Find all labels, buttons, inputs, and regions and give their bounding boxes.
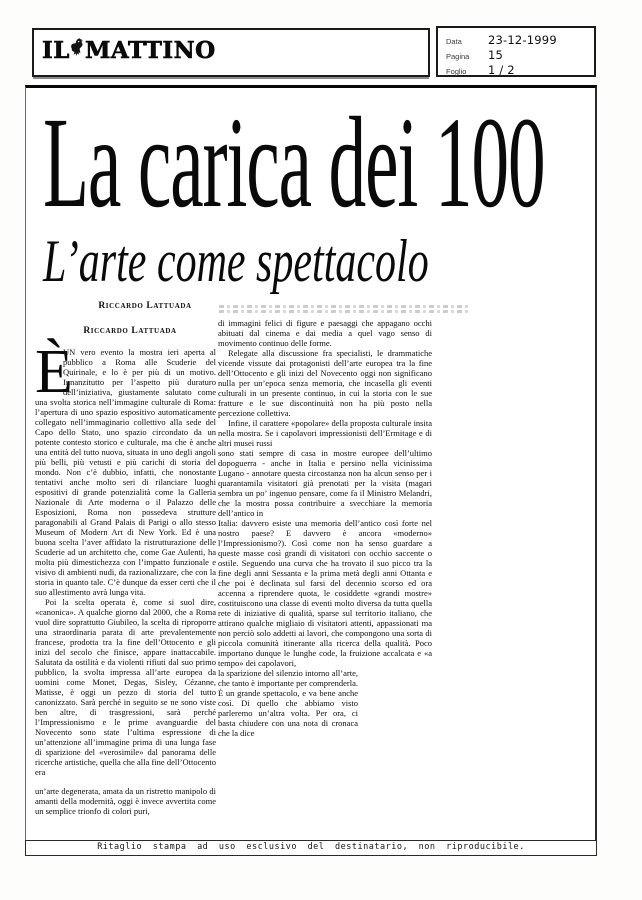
info-row-data: [446, 33, 586, 48]
paragraph: Italia: davvero esiste una memoria dell’antico così forte nel nostro paese? E davvero è ancora «moderno» l’Impressionismo?). Così come non ha senso guardare a queste masse così grandi di visitatori con occhio saccente o ostile. Seguendo una curva che ha trovato il suo picco tra la fine degli anni Sessanta e la prima metà degli anni Ottanta e che poi è declinata sul farsi del decennio scorso ed ora accenna a riprendere quota, le cosiddette «grandi mostre» costituiscono una classe di eventi molto diversa da tutta quella rete di iniziative di qualità, sparse sul territorio italiano, che attirano qualche migliaio di visitatori attenti, appassionati ma non perciò solo addetti ai lavori, che compongono una sorta di piccola comunità itinerante alla ricerca della qualità. Poco importano dunque le lunghe code, la fruizione accalcata e «a tempo» dei capolavori,: [218, 518, 432, 668]
disclaimer-strip: Ritaglio stampa ad uso esclusivo del destinatario, non riproducibile.: [25, 840, 597, 856]
masthead-logo: [42, 38, 216, 62]
info-value-pagina: 15: [488, 48, 504, 62]
info-row-foglio: [446, 63, 586, 78]
paragraph: Relegate alla discussione fra specialisti, le drammatiche vicende vissute dai protagonisti dell’arte europea tra la fine dell’Ottocento e gli inizi del Novecento oggi non significano nulla per un’epoca senza memoria, che incasella gli eventi culturali in un presente continuo, in cui la storia con le sue fratture e le sue discontinuità non ha più posto nella percezione collettiva.: [218, 348, 432, 418]
drop-cap: È: [35, 338, 73, 406]
article-column-1: [35, 338, 216, 816]
faded-ghost-text: [219, 303, 471, 316]
paragraph-text: UN vero evento la mostra ieri aperta al pubblico a Roma alle Scuderie del Quirinale, e lo è per più di un motivo. Innanzitutto per l’aspetto più duraturo dell’iniziativa, giustamente salutato come una svolta storica nell’immagine culturale di Roma: l’apertura di uno spazio espositivo automaticamente collegato nell’immaginario collettivo alla sede del Capo dello Stato, uno spazio circondato da un potente contesto storico e culturale, ma che è anche una entità del tutto nuova, situata in uno degli angoli più belli, più vetusti e più carichi di storia del mondo. Non c’è dubbio, infatti, che nonostante tentativi anche molto seri di rilanciare luoghi espositivi di grande potenzialità come la Galleria Nazionale di Arte moderna o il Palazzo delle Esposizioni, Roma non possedeva strutture paragonabili al Grand Palais di Parigi o allo stesso Museum of Modern Art di New York. Ed è una buona scelta l’aver affidato la ristrutturazione delle Scuderie ad un architetto che, come Gae Aulenti, ha molta più dimestichezza con l’impatto funzionale e visivo di ambienti nudi, da razionalizzare, che con la storia in quanto tale. C’è dunque da esser certi che il suo allestimento avrà lunga vita.: [35, 347, 216, 597]
clip-info-box: [436, 26, 596, 77]
paragraph: Infine, il carattere «popolare» della proposta culturale insita nella mostra. Se i capolavori impressionisti dell’Ermitage e di altri musei russi: [218, 418, 432, 448]
paragraph-inset: sono stati sempre di casa in mostre europee dell’ultimo dopoguerra - anche in Italia e persino nella vicinissima Lugano - annotare questa circostanza non ha alcun senso per i quarantamila visitatori già prenotati per la visita (magari sembra un po’ ingenuo pensare, come fa il Ministro Melandri, che la mostra possa contribuire a svecchiare la memoria dell’antico in: [218, 448, 432, 518]
paragraph: [35, 338, 216, 597]
paragraph: Poi la scelta operata è, come si suol dire, «canonica». A qualche giorno dal 2000, che a Roma vuol dire soprattutto Giubileo, la scelta di riproporre una straordinaria parata di arte prevalentemente francese, prodotta tra la fine dell’Ottocento e gli inizi del secolo che finisce, appare inattaccabile. Salutata da ostilità e da violenti rifiuti dal suo primo pubblico, la svolta impressa all’arte europea da uomini come Monet, Degas, Sisley, Cézanne, Matisse, è oggi un pezzo di storia del tutto canonizzato. Sarà perché in seguito se ne sono viste ben altre, di trasgressioni, sarà perché l’Impressionismo e le prime avanguardie del Novecento sono state l’ultima espressione di un’attenzione all’immagine prima di una lunga fase di sparizione del «verosimile» dal panorama delle ricerche artistiche, quella che alla fine dell’Ottocento era: [35, 597, 216, 777]
paragraph: un’arte degenerata, amata da un ristretto manipolo di amanti della modernità, oggi è invece avvertita come un semplice trionfo di colori puri,: [35, 786, 216, 816]
masthead-word-il: IL: [42, 36, 70, 64]
byline: Riccardo Lattuada: [98, 301, 192, 311]
info-label-data: Data: [446, 37, 462, 46]
info-row-pagina: [446, 48, 586, 63]
masthead-box: [32, 28, 430, 77]
rooster-icon: [71, 38, 84, 62]
info-value-data: 23-12-1999: [488, 33, 557, 47]
info-label-pagina: Pagina: [446, 52, 470, 61]
article-column-2: [218, 318, 432, 738]
info-value-foglio: 1 / 2: [488, 63, 515, 77]
paragraph-narrow: la sparizione del silenzio intorno all’arte, che tanto è importante per comprenderla. È un grande spettacolo, e va bene anche così. Di quello che abbiamo visto parleremo un’altra volta. Per ora, ci basta chiudere con una nota di cronaca che la dice: [218, 668, 358, 738]
paragraph: di immagini felici di figure e paesaggi che appagano occhi abituati dal cinema e dai media a quel vago senso di movimento continuo delle forme.: [218, 318, 432, 348]
article-subheadline: L’arte come spettacolo: [43, 228, 429, 294]
article-headline: La carica dei 100: [43, 91, 545, 235]
info-label-foglio: Foglio: [446, 67, 467, 76]
byline-repeated: Riccardo Lattuada: [83, 326, 177, 336]
masthead-word-mattino: MATTINO: [84, 36, 216, 64]
